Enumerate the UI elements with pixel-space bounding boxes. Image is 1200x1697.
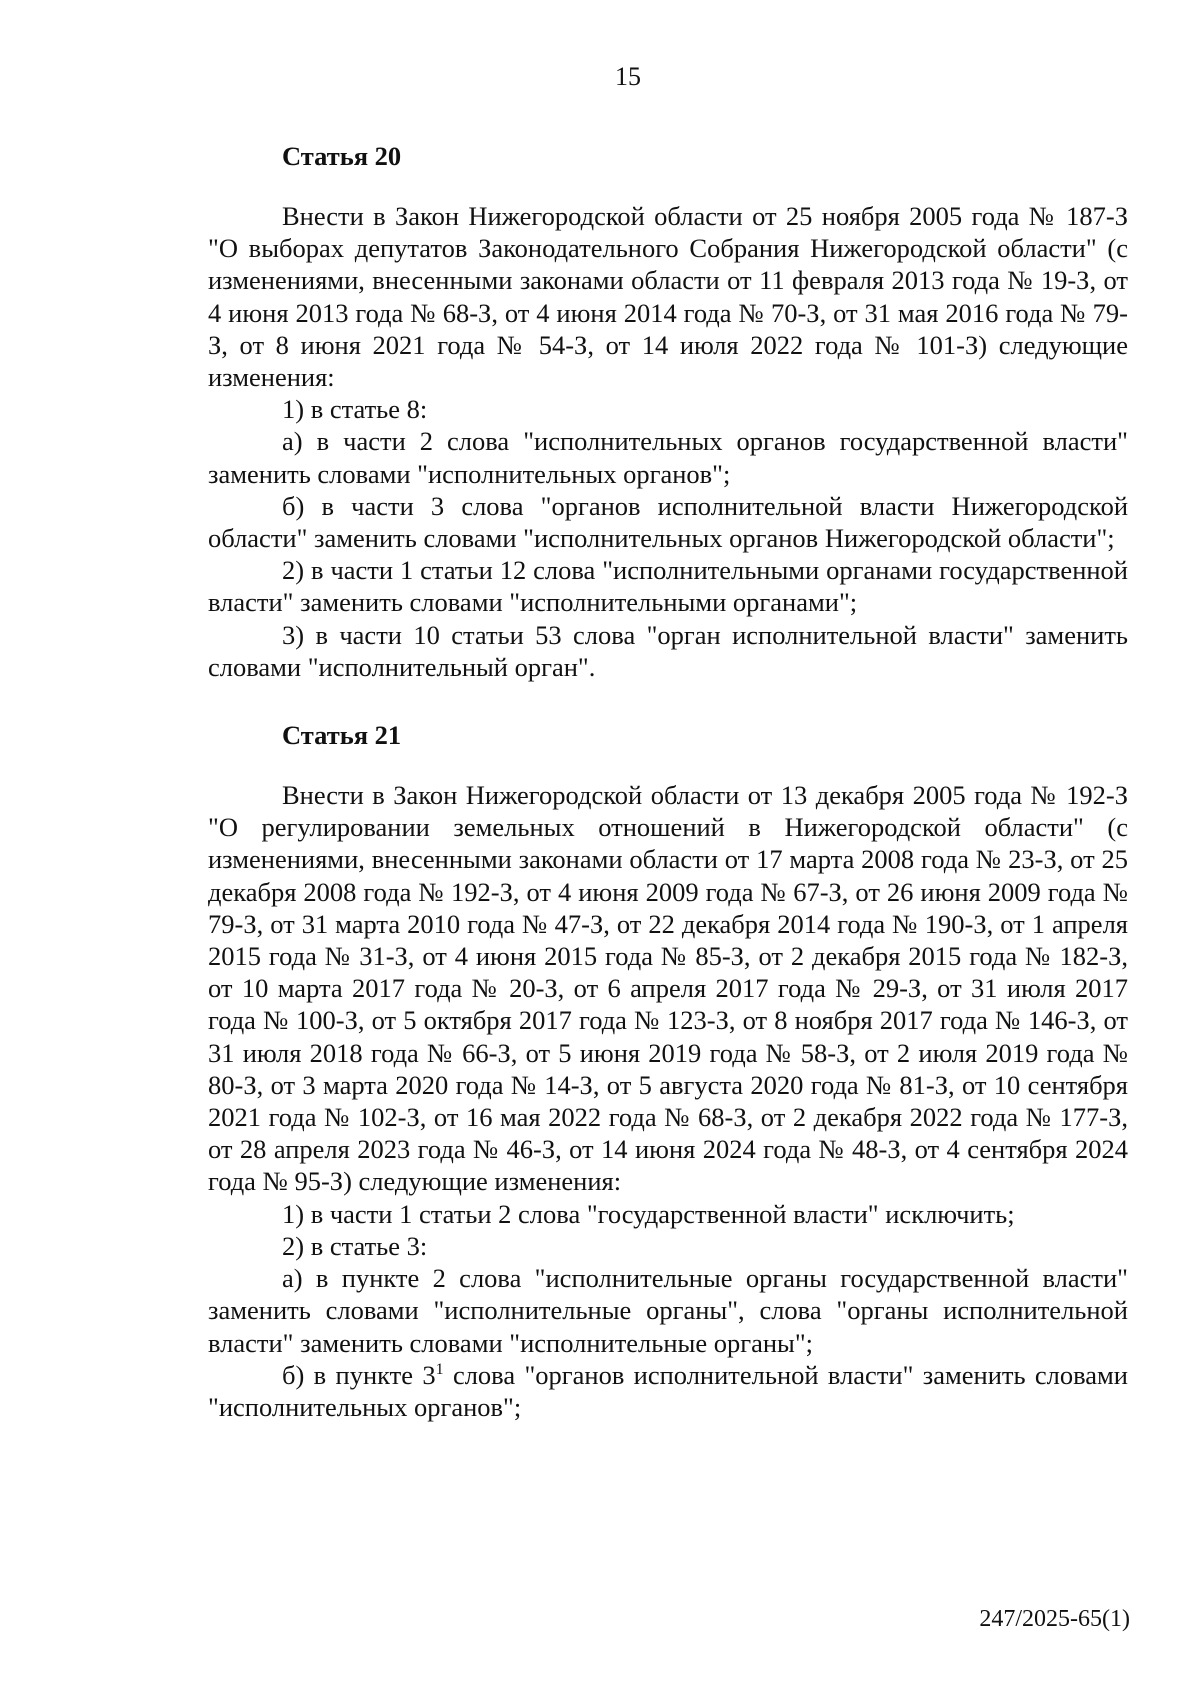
article-20-paragraph: б) в части 3 слова "органов исполнительной власти Нижегородской области" заменить словами "исполнительных органов Нижегородской области";: [208, 490, 1128, 554]
page-number: 15: [615, 62, 641, 91]
text-span: слова "органов исполнительной власти" заменить словами "исполнительных органов";: [208, 1359, 1128, 1422]
document-code: 247/2025-65(1): [979, 1606, 1130, 1632]
article-21-paragraph: Внести в Закон Нижегородской области от 13 декабря 2005 года № 192-З "О регулировании земельных отношений в Нижегородской области" (с изменениями, внесенными законами области от 17 марта 2008 года № 23-З, от 25 декабря 2008 года № 192-З, от 4 июня 2009 года № 67-З, от 26 июня 2009 года № 79-З, от 31 марта 2010 года № 47-З, от 22 декабря 2014 года № 190-З, от 1 апреля 2015 года № 31-З, от 4 июня 2015 года № 85-З, от 2 декабря 2015 года № 182-З, от 10 марта 2017 года № 20-З, от 6 апреля 2017 года № 29-З, от 31 июля 2017 года № 100-З, от 5 октября 2017 года № 123-З, от 8 ноября 2017 года № 146-З, от 31 июля 2018 года № 66-З, от 5 июня 2019 года № 58-З, от 2 июля 2019 года № 80-З, от 3 марта 2020 года № 14-З, от 5 августа 2020 года № 81-З, от 10 сентября 2021 года № 102-З, от 16 мая 2022 года № 68-З, от 2 декабря 2022 года № 177-З, от 28 апреля 2023 года № 46-З, от 14 июня 2024 года № 48-З, от 4 сентября 2024 года № 95-З) следующие изменения:: [208, 780, 1128, 1197]
article-20-paragraph: 1) в статье 8:: [282, 394, 428, 425]
article-20-paragraph: 2) в части 1 статьи 12 слова "исполнительными органами государственной власти" заменить словами "исполнительными органами";: [208, 555, 1128, 618]
article-21-paragraph-last: [208, 1359, 1128, 1423]
article-21-paragraph: 1) в части 1 статьи 2 слова "государственной власти" исключить;: [282, 1198, 1015, 1229]
article-20-paragraph: 3) в части 10 статьи 53 слова "орган исполнительной власти" заменить словами "исполнительный орган".: [208, 619, 1128, 682]
article-20-heading: Статья 20: [282, 141, 402, 171]
document-body: [208, 140, 1128, 1423]
article-21-heading: Статья 21: [282, 720, 402, 751]
article-21-paragraph: 2) в статье 3:: [282, 1230, 428, 1261]
article-20-paragraph: Внести в Закон Нижегородской области от 25 ноября 2005 года № 187-З "О выборах депутатов Законодательного Собрания Нижегородской области" (с изменениями, внесенными законами области от 11 февраля 2013 года № 19-З, от 4 июня 2013 года № 68-З, от 4 июня 2014 года № 70-З, от 31 мая 2016 года № 79-З, от 8 июня 2021 года № 54-З, от 14 июля 2022 года № 101-З) следующие изменения:: [208, 201, 1128, 393]
superscript: 1: [435, 1360, 444, 1378]
article-21-paragraph: а) в пункте 2 слова "исполнительные органы государственной власти" заменить словами "исполнительные органы", слова "органы исполнительной власти" заменить словами "исполнительные органы";: [208, 1263, 1128, 1358]
article-20-paragraph: а) в части 2 слова "исполнительных органов государственной власти" заменить словами "исполнительных органов";: [208, 426, 1128, 489]
text-span: б) в пункте 3: [282, 1359, 436, 1390]
